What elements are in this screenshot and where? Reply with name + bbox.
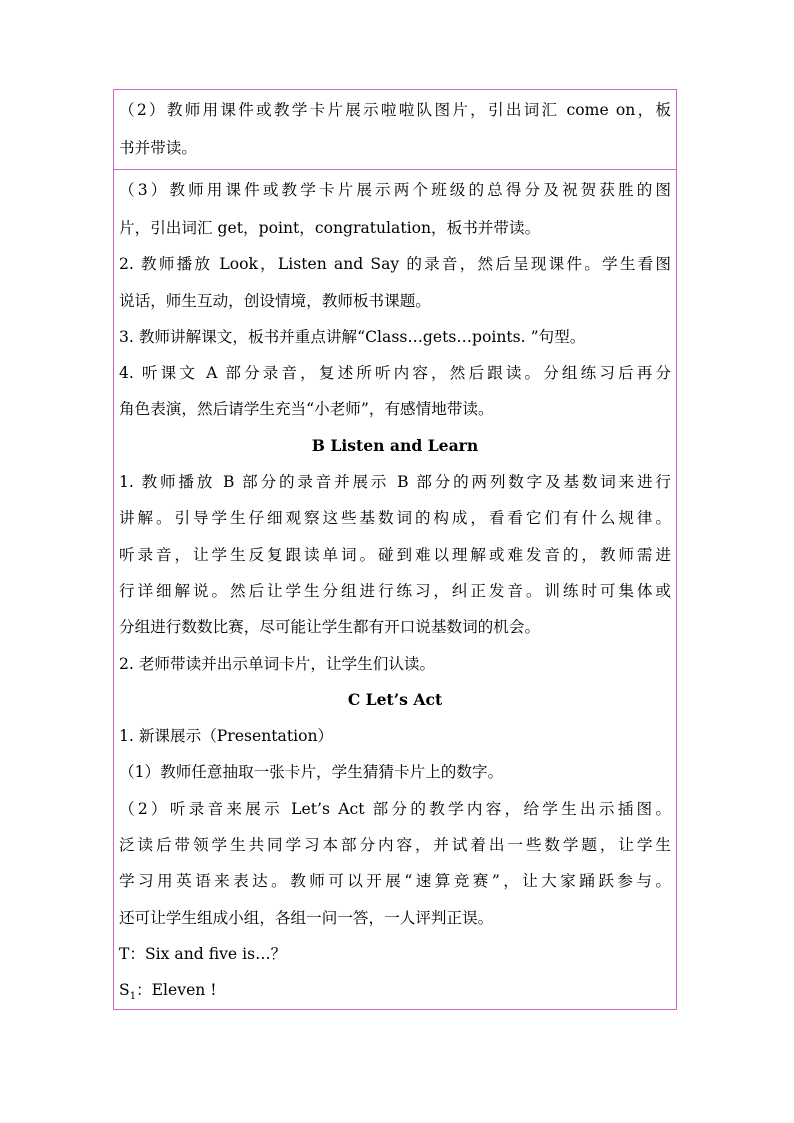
- dialogue-line: [119, 972, 671, 1008]
- section-heading: C Let’s Act: [347, 689, 443, 709]
- text-line: 书并带读。: [119, 139, 197, 157]
- table-row: [114, 170, 677, 1010]
- section-heading: B Listen and Learn: [311, 435, 479, 455]
- table-cell: [114, 170, 677, 1010]
- table-cell: [114, 90, 677, 170]
- lesson-plan-table: [113, 89, 677, 1010]
- speaker-label: S: [119, 981, 130, 1000]
- text-line: 学习用英语来表达。教师可以开展“速算竞赛”，让大家踊跃参与。: [119, 872, 671, 891]
- text-line: 还可让学生组成小组，各组一问一答，一人评判正误。: [119, 908, 494, 927]
- text-line: T：Six and five is…？: [119, 944, 287, 963]
- text-line: 角色表演，然后请学生充当“小老师”，有感情地带读。: [119, 400, 494, 419]
- text-line: （1）教师任意抽取一张卡片，学生猜猜卡片上的数字。: [119, 763, 504, 782]
- speaker-subscript: 1: [129, 991, 137, 1003]
- text-line: 说话，师生互动，创设情境，教师板书课题。: [119, 291, 431, 310]
- table-row: [114, 90, 677, 170]
- text-line: 2. 教师播放 Look，Listen and Say 的录音，然后呈现课件。学生看图: [119, 255, 671, 274]
- text-line: 1. 新课展示（Presentation）: [119, 727, 334, 746]
- text-line: 3. 教师讲解课文，板书并重点讲解“Class…gets…points. ”句型。: [119, 327, 586, 346]
- text-line: 1. 教师播放 B 部分的录音并展示 B 部分的两列数字及基数词来进行: [119, 473, 671, 492]
- text-line: 片，引出词汇 get，point，congratulation，板书并带读。: [119, 219, 541, 237]
- text-line: 4. 听课文 A 部分录音，复述所听内容，然后跟读。分组练习后再分: [119, 364, 671, 383]
- text-line: 行详细解说。然后让学生分组进行练习，纠正发音。训练时可集体或: [119, 581, 671, 600]
- dialogue-text: ：Eleven !: [136, 981, 217, 1000]
- text-line: 分组进行数数比赛，尽可能让学生都有开口说基数词的机会。: [119, 618, 541, 637]
- text-line: 听录音，让学生反复跟读单词。碰到难以理解或难发音的，教师需进: [119, 545, 671, 564]
- text-line: 讲解。引导学生仔细观察这些基数词的构成，看看它们有什么规律。: [119, 509, 671, 528]
- text-line: （2）听录音来展示 Let’s Act 部分的教学内容，给学生出示插图。: [119, 799, 671, 818]
- text-line: 2. 老师带读并出示单词卡片，让学生们认读。: [119, 654, 436, 673]
- text-line: （3）教师用课件或教学卡片展示两个班级的总得分及祝贺获胜的图: [119, 181, 671, 199]
- text-line: 泛读后带领学生共同学习本部分内容，并试着出一些数学题，让学生: [119, 836, 671, 855]
- text-line: （2）教师用课件或教学卡片展示啦啦队图片，引出词汇 come on，板: [119, 101, 671, 119]
